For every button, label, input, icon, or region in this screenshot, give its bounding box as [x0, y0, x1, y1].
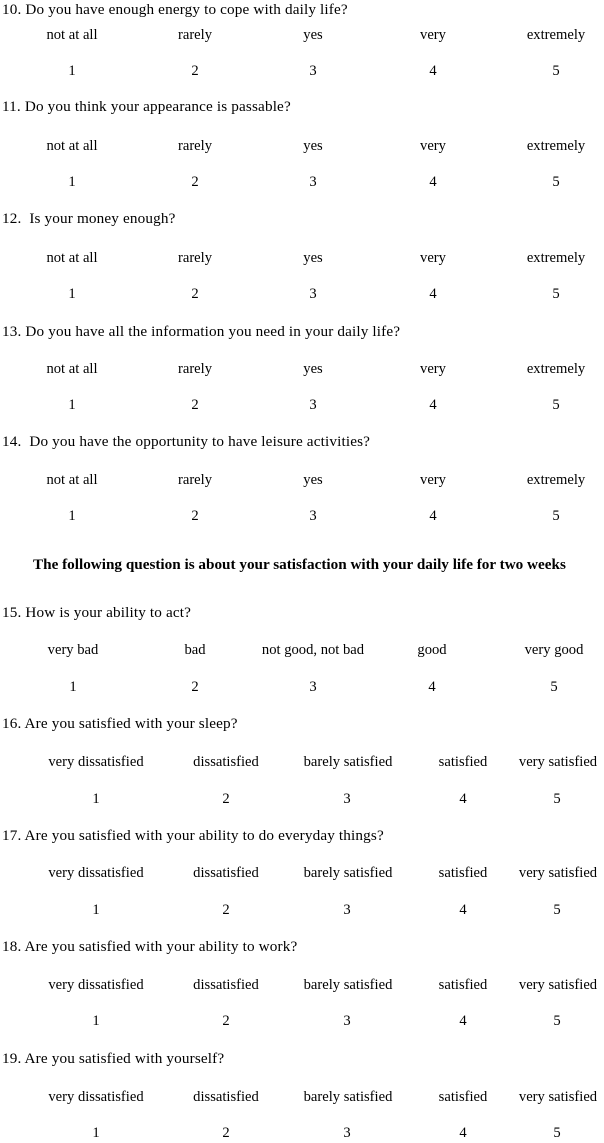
scale-option-number[interactable]: 2 — [222, 791, 230, 807]
question-text-14: 14. Do you have the opportunity to have leisure activities? — [2, 433, 371, 450]
scale-label-row — [0, 1088, 604, 1107]
scale-label-row — [0, 976, 604, 995]
scale-option-label[interactable]: not at all — [46, 472, 98, 488]
scale-option-label[interactable]: very satisfied — [518, 754, 598, 770]
scale-option-label[interactable]: barely satisfied — [303, 865, 393, 881]
scale-number-row — [0, 173, 604, 192]
scale-option-label[interactable]: dissatisfied — [193, 865, 259, 881]
scale-option-label[interactable]: very — [420, 138, 446, 154]
scale-option-label[interactable]: not at all — [46, 361, 98, 377]
scale-option-label[interactable]: rarely — [177, 138, 213, 154]
scale-option-number[interactable]: 3 — [309, 174, 317, 190]
scale-option-number[interactable]: 2 — [222, 902, 230, 918]
scale-option-number[interactable]: 1 — [92, 1013, 100, 1029]
scale-option-number[interactable]: 4 — [429, 63, 437, 79]
scale-option-label[interactable]: not at all — [46, 27, 98, 43]
scale-option-number[interactable]: 5 — [552, 63, 560, 79]
scale-option-number[interactable]: 5 — [553, 1013, 561, 1029]
scale-label-row — [0, 26, 604, 45]
scale-option-label[interactable]: very satisfied — [518, 1089, 598, 1105]
scale-option-number[interactable]: 5 — [552, 286, 560, 302]
scale-option-number[interactable]: 5 — [553, 902, 561, 918]
scale-option-number[interactable]: 4 — [429, 286, 437, 302]
scale-option-number[interactable]: 4 — [429, 174, 437, 190]
scale-option-label[interactable]: not good, not bad — [261, 642, 365, 658]
scale-option-label[interactable]: very — [420, 472, 446, 488]
scale-option-number[interactable]: 2 — [222, 1013, 230, 1029]
scale-option-number[interactable]: 2 — [191, 508, 199, 524]
scale-option-label[interactable]: very dissatisfied — [48, 977, 144, 993]
question-text-15: 15. How is your ability to act? — [2, 604, 192, 621]
scale-option-label[interactable]: very — [420, 361, 446, 377]
scale-option-number[interactable]: 3 — [343, 902, 351, 918]
scale-option-number[interactable]: 3 — [343, 791, 351, 807]
scale-option-number[interactable]: 1 — [68, 174, 76, 190]
question-text-19: 19. Are you satisfied with yourself? — [2, 1050, 225, 1067]
scale-option-number[interactable]: 1 — [92, 791, 100, 807]
scale-option-label[interactable]: extremely — [526, 27, 586, 43]
scale-option-label[interactable]: very — [420, 250, 446, 266]
scale-label-row — [0, 641, 604, 660]
scale-option-number[interactable]: 4 — [459, 1013, 467, 1029]
scale-option-number[interactable]: 3 — [309, 286, 317, 302]
scale-option-number[interactable]: 5 — [552, 508, 560, 524]
scale-number-row — [0, 1012, 604, 1031]
scale-option-label[interactable]: very bad — [47, 642, 99, 658]
scale-option-number[interactable]: 3 — [309, 397, 317, 413]
scale-option-number[interactable]: 2 — [191, 679, 199, 695]
scale-option-label[interactable]: yes — [303, 27, 323, 43]
scale-option-label[interactable]: very good — [524, 642, 584, 658]
scale-option-label[interactable]: rarely — [177, 472, 213, 488]
scale-option-label[interactable]: extremely — [526, 250, 586, 266]
scale-option-number[interactable]: 2 — [191, 63, 199, 79]
section-banner: The following question is about your satisfaction with your daily life for two weeks — [33, 556, 566, 573]
scale-option-number[interactable]: 1 — [68, 508, 76, 524]
scale-option-number[interactable]: 4 — [429, 508, 437, 524]
scale-option-number[interactable]: 3 — [309, 63, 317, 79]
scale-option-number[interactable]: 2 — [191, 286, 199, 302]
scale-option-label[interactable]: very satisfied — [518, 977, 598, 993]
scale-option-label[interactable]: extremely — [526, 472, 586, 488]
scale-option-label[interactable]: yes — [303, 138, 323, 154]
scale-label-row — [0, 249, 604, 268]
scale-option-label[interactable]: very dissatisfied — [48, 865, 144, 881]
scale-option-number[interactable]: 4 — [429, 397, 437, 413]
scale-number-row — [0, 507, 604, 526]
scale-number-row — [0, 790, 604, 809]
scale-option-number[interactable]: 4 — [459, 791, 467, 807]
scale-option-label[interactable]: satisfied — [438, 754, 488, 770]
scale-option-label[interactable]: yes — [303, 361, 323, 377]
question-text-16: 16. Are you satisfied with your sleep? — [2, 715, 238, 732]
scale-option-number[interactable]: 2 — [191, 174, 199, 190]
scale-option-number[interactable]: 5 — [552, 174, 560, 190]
scale-option-label[interactable]: not at all — [46, 138, 98, 154]
scale-option-number[interactable]: 4 — [459, 1125, 467, 1141]
scale-option-label[interactable]: satisfied — [438, 865, 488, 881]
scale-option-label[interactable]: extremely — [526, 138, 586, 154]
scale-option-label[interactable]: very dissatisfied — [48, 1089, 144, 1105]
scale-option-number[interactable]: 1 — [92, 1125, 100, 1141]
scale-option-label[interactable]: dissatisfied — [193, 754, 259, 770]
scale-option-label[interactable]: satisfied — [438, 1089, 488, 1105]
scale-option-number[interactable]: 5 — [552, 397, 560, 413]
question-text-12: 12. Is your money enough? — [2, 210, 176, 227]
scale-option-label[interactable]: extremely — [526, 361, 586, 377]
scale-number-row — [0, 62, 604, 81]
scale-option-number[interactable]: 3 — [343, 1125, 351, 1141]
scale-option-number[interactable]: 3 — [343, 1013, 351, 1029]
question-text-10: 10. Do you have enough energy to cope with daily life? — [2, 1, 348, 18]
scale-number-row — [0, 678, 604, 697]
scale-label-row — [0, 471, 604, 490]
scale-option-label[interactable]: barely satisfied — [303, 977, 393, 993]
scale-option-label[interactable]: very dissatisfied — [48, 754, 144, 770]
scale-option-number[interactable]: 2 — [191, 397, 199, 413]
scale-option-label[interactable]: very — [420, 27, 446, 43]
scale-option-label[interactable]: barely satisfied — [303, 1089, 393, 1105]
scale-option-label[interactable]: yes — [303, 472, 323, 488]
scale-option-number[interactable]: 1 — [69, 679, 77, 695]
scale-option-label[interactable]: dissatisfied — [193, 977, 259, 993]
scale-option-label[interactable]: barely satisfied — [303, 754, 393, 770]
scale-option-label[interactable]: rarely — [177, 250, 213, 266]
scale-number-row — [0, 901, 604, 920]
scale-option-label[interactable]: bad — [184, 642, 206, 658]
scale-option-label[interactable]: not at all — [46, 250, 98, 266]
scale-option-number[interactable]: 4 — [428, 679, 436, 695]
scale-label-row — [0, 864, 604, 883]
scale-option-label[interactable]: very satisfied — [518, 865, 598, 881]
scale-number-row — [0, 285, 604, 304]
scale-option-number[interactable]: 1 — [68, 63, 76, 79]
scale-option-number[interactable]: 3 — [309, 679, 317, 695]
scale-number-row — [0, 396, 604, 415]
scale-option-number[interactable]: 4 — [459, 902, 467, 918]
scale-option-label[interactable]: rarely — [177, 361, 213, 377]
scale-option-label[interactable]: yes — [303, 250, 323, 266]
scale-option-number[interactable]: 5 — [553, 1125, 561, 1141]
scale-option-number[interactable]: 1 — [68, 397, 76, 413]
scale-option-number[interactable]: 3 — [309, 508, 317, 524]
scale-option-number[interactable]: 1 — [68, 286, 76, 302]
scale-number-row — [0, 1124, 604, 1143]
scale-option-label[interactable]: satisfied — [438, 977, 488, 993]
scale-option-number[interactable]: 2 — [222, 1125, 230, 1141]
scale-label-row — [0, 753, 604, 772]
scale-label-row — [0, 360, 604, 379]
question-text-13: 13. Do you have all the information you need in your daily life? — [2, 323, 401, 340]
scale-option-label[interactable]: dissatisfied — [193, 1089, 259, 1105]
scale-option-number[interactable]: 5 — [553, 791, 561, 807]
question-text-11: 11. Do you think your appearance is passable? — [2, 98, 291, 115]
scale-label-row — [0, 137, 604, 156]
scale-option-label[interactable]: good — [417, 642, 447, 658]
scale-option-number[interactable]: 5 — [550, 679, 558, 695]
question-text-17: 17. Are you satisfied with your ability to do everyday things? — [2, 827, 384, 844]
question-text-18: 18. Are you satisfied with your ability to work? — [2, 938, 298, 955]
scale-option-label[interactable]: rarely — [177, 27, 213, 43]
scale-option-number[interactable]: 1 — [92, 902, 100, 918]
